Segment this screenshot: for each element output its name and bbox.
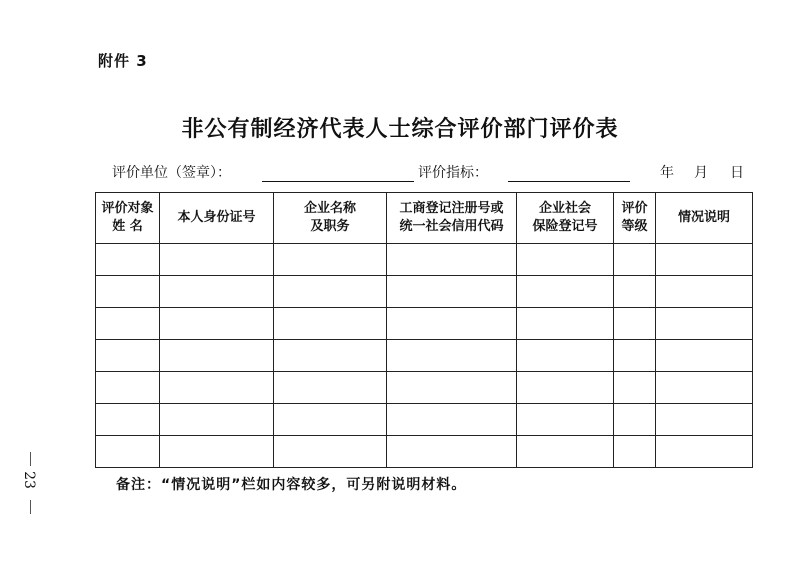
- table-cell[interactable]: [517, 340, 614, 372]
- table-cell[interactable]: [517, 436, 614, 468]
- evaluation-meta-row: [0, 162, 800, 184]
- table-cell[interactable]: [274, 308, 387, 340]
- date-day-label: 日: [730, 165, 744, 181]
- table-cell[interactable]: [387, 404, 517, 436]
- table-cell[interactable]: [387, 308, 517, 340]
- table-cell[interactable]: [96, 244, 160, 276]
- table-cell[interactable]: [160, 276, 274, 308]
- evaluation-unit-label: 评价单位（签章）：: [112, 165, 231, 181]
- table-cell[interactable]: [656, 244, 753, 276]
- table-cell[interactable]: [274, 404, 387, 436]
- table-cell[interactable]: [517, 372, 614, 404]
- table-cell[interactable]: [274, 340, 387, 372]
- table-header-row: [96, 193, 753, 244]
- table-cell[interactable]: [274, 436, 387, 468]
- header-social-insurance-number: 企业社会 保险登记号: [517, 193, 614, 244]
- evaluation-indicator-blank[interactable]: [508, 181, 630, 182]
- table-cell[interactable]: [656, 372, 753, 404]
- table-row: [96, 340, 753, 372]
- header-evaluation-grade: 评价 等级: [614, 193, 656, 244]
- date-year-label: 年: [660, 165, 674, 181]
- table-cell[interactable]: [517, 308, 614, 340]
- table-cell[interactable]: [160, 340, 274, 372]
- document-title: 非公有制经济代表人士综合评价部门评价表: [181, 116, 619, 142]
- page-number: 23: [20, 471, 37, 489]
- table-row: [96, 276, 753, 308]
- table-row: [96, 244, 753, 276]
- table-cell[interactable]: [614, 372, 656, 404]
- header-id-number: 本人身份证号: [160, 193, 274, 244]
- table-cell[interactable]: [160, 244, 274, 276]
- table-cell[interactable]: [614, 308, 656, 340]
- table-cell[interactable]: [160, 404, 274, 436]
- table-cell[interactable]: [96, 372, 160, 404]
- table-cell[interactable]: [96, 404, 160, 436]
- table-cell[interactable]: [656, 340, 753, 372]
- table-cell[interactable]: [96, 436, 160, 468]
- footnote: 备注：“情况说明”栏如内容较多，可另附说明材料。: [116, 477, 467, 493]
- header-remarks: 情况说明: [656, 193, 753, 244]
- table-row: [96, 372, 753, 404]
- table-cell[interactable]: [274, 372, 387, 404]
- header-registration-code: 工商登记注册号或 统一社会信用代码: [387, 193, 517, 244]
- table-cell[interactable]: [387, 276, 517, 308]
- table-cell[interactable]: [160, 436, 274, 468]
- table-row: [96, 404, 753, 436]
- table-cell[interactable]: [387, 244, 517, 276]
- table-cell[interactable]: [387, 340, 517, 372]
- header-company-position: 企业名称 及职务: [274, 193, 387, 244]
- table-cell[interactable]: [517, 276, 614, 308]
- margin-tick-bottom: [30, 500, 31, 514]
- table-cell[interactable]: [614, 276, 656, 308]
- table-cell[interactable]: [274, 276, 387, 308]
- table-cell[interactable]: [160, 372, 274, 404]
- evaluation-indicator-label: 评价指标：: [418, 165, 488, 181]
- table-cell[interactable]: [96, 308, 160, 340]
- table-cell[interactable]: [96, 276, 160, 308]
- table-cell[interactable]: [656, 276, 753, 308]
- header-evaluee-name: 评价对象 姓 名: [96, 193, 160, 244]
- attachment-label: 附件 3: [98, 52, 148, 70]
- table-cell[interactable]: [274, 244, 387, 276]
- date-month-label: 月: [694, 165, 708, 181]
- table-cell[interactable]: [614, 404, 656, 436]
- table-body: [96, 244, 753, 468]
- table-cell[interactable]: [517, 244, 614, 276]
- evaluation-table: [95, 192, 753, 468]
- table-cell[interactable]: [614, 244, 656, 276]
- table-row: [96, 436, 753, 468]
- table-cell[interactable]: [387, 436, 517, 468]
- table-cell[interactable]: [160, 308, 274, 340]
- table-cell[interactable]: [387, 372, 517, 404]
- table-cell[interactable]: [96, 340, 160, 372]
- table-cell[interactable]: [517, 404, 614, 436]
- evaluation-unit-blank[interactable]: [262, 181, 414, 182]
- table-cell[interactable]: [614, 436, 656, 468]
- table-cell[interactable]: [614, 340, 656, 372]
- margin-tick-top: [30, 452, 31, 466]
- table-cell[interactable]: [656, 404, 753, 436]
- table-cell[interactable]: [656, 436, 753, 468]
- table-cell[interactable]: [656, 308, 753, 340]
- table-row: [96, 308, 753, 340]
